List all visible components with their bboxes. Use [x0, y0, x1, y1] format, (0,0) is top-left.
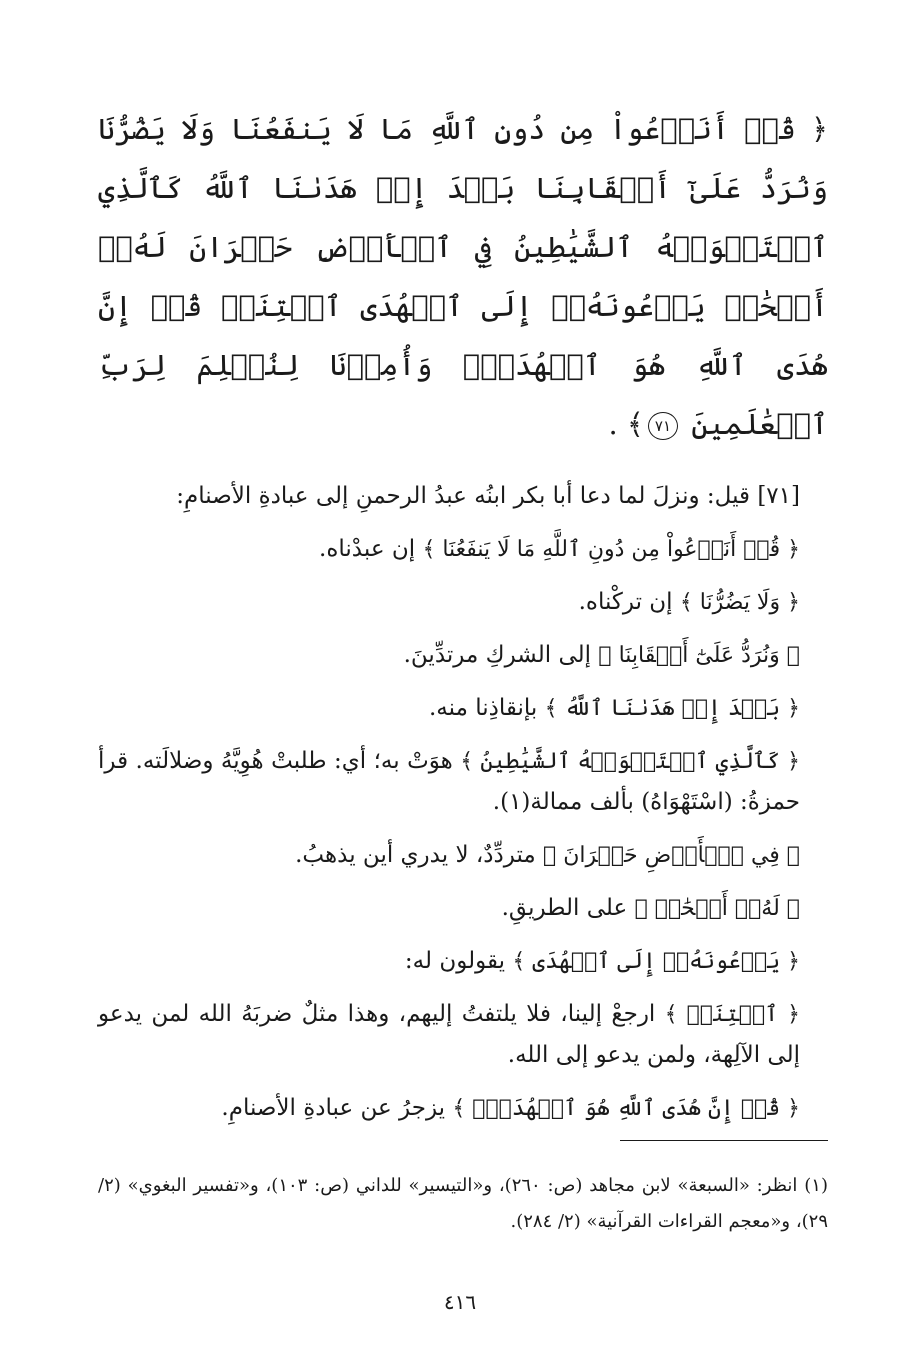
- commentary-paragraph: [98, 941, 828, 982]
- commentary-text: ارجعْ إلينا، فلا يلتفتُ إليهم، وهذا مثلٌ ضربَهُ الله لمن يدعو إلى الآلِهة، ولمن يدعو إلى الله.: [98, 1001, 800, 1068]
- commentary-paragraph: [98, 635, 828, 676]
- quran-quote: ﴿ وَلَا يَضُرُّنَا ﴾: [679, 590, 800, 615]
- quran-quote: ﴿ قُلۡ أَنَدۡعُواْ مِن دُونِ ٱللَّهِ مَا لَا يَنفَعُنَا ﴾: [422, 537, 800, 562]
- quran-verse: [98, 100, 828, 454]
- commentary-text: إلى الشركِ مرتدِّينَ.: [403, 642, 599, 668]
- quran-quote: ﴿ فِي ٱلۡأَرۡضِ حَيۡرَانَ ﴾: [543, 843, 800, 868]
- commentary-text: إن تركْناه.: [578, 589, 680, 615]
- commentary-paragraph: [98, 994, 828, 1076]
- commentary-text: يقولون له:: [404, 948, 513, 974]
- quran-quote: ﴿ بَعۡدَ إِذۡ هَدَىٰنَا ٱللَّهُ ﴾: [544, 696, 800, 721]
- quran-quote: ﴿ وَنُرَدُّ عَلَىٰٓ أَعۡقَابِنَا ﴾: [598, 643, 800, 668]
- verse-number-marker: ٧١: [648, 412, 678, 440]
- quran-quote: ﴿ كَٱلَّذِي ٱسۡتَهۡوَتۡهُ ٱلشَّيَٰطِينُ ﴾: [460, 749, 800, 774]
- page-body: [98, 100, 828, 1141]
- commentary-text: بإنقاذِنا منه.: [429, 695, 545, 721]
- commentary-paragraph: [98, 476, 828, 517]
- quran-quote: ﴿ قُلۡ إِنَّ هُدَى ٱللَّهِ هُوَ ٱلۡهُدَىٰۖ ﴾: [452, 1096, 800, 1121]
- commentary-paragraph: [98, 688, 828, 729]
- page-number: ٤١٦: [443, 1290, 477, 1314]
- commentary-text: متردِّدٌ، لا يدري أين يذهبُ.: [295, 842, 544, 868]
- commentary-paragraph: [98, 741, 828, 823]
- footnote: (١) انظر: «السبعة» لابن مجاهد (ص: ٢٦٠)، و«التيسير» للداني (ص: ١٠٣)، و«تفسير البغوي» (٢/ ٢٩)، و«معجم القراءات القرآنية» (٢/ ٢٨٤).: [98, 1175, 828, 1232]
- commentary-text: إن عبدْناه.: [319, 536, 423, 562]
- commentary-text: يزجرُ عن عبادةِ الأصنامِ.: [221, 1095, 453, 1121]
- quran-quote: ﴿ ٱئۡتِنَاۗ ﴾: [664, 1002, 801, 1027]
- verse-end: ﴾ .: [608, 407, 644, 441]
- commentary-paragraph: [98, 1088, 828, 1129]
- commentary-text: [٧١] قيل: ونزلَ لما دعا أبا بكر ابنُه عبدُ الرحمنِ إلى عبادةِ الأصنامِ:: [176, 483, 800, 509]
- quran-quote: ﴿ لَهُۥٓ أَصۡحَٰبٞ ﴾: [634, 896, 800, 921]
- commentary-paragraph: [98, 835, 828, 876]
- commentary-paragraph: [98, 529, 828, 570]
- commentary-paragraph: [98, 582, 828, 623]
- quran-quote: ﴿ يَدۡعُونَهُۥٓ إِلَى ٱلۡهُدَى ﴾: [512, 949, 800, 974]
- verse-text: ﴿ قُلۡ أَنَدۡعُواْ مِن دُونِ ٱللَّهِ مَا لَا يَنفَعُنَا وَلَا يَضُرُّنَا وَنُرَدُّ عَلَىٰٓ أَعۡقَابِنَا بَعۡدَ إِذۡ هَدَىٰنَا ٱللَّهُ كَٱلَّذِي ٱسۡتَهۡوَتۡهُ ٱلشَّيَٰطِينُ فِي ٱلۡأَرۡضِ حَيۡرَانَ لَهُۥٓ أَصۡحَٰبٞ يَدۡعُونَهُۥٓ إِلَى ٱلۡهُدَى ٱئۡتِنَاۗ قُلۡ إِنَّ هُدَى ٱللَّهِ هُوَ ٱلۡهُدَىٰۖ وَأُمِرۡنَا لِنُسۡلِمَ لِرَبِّ ٱلۡعَٰلَمِينَ: [98, 112, 828, 441]
- commentary-section: [98, 476, 828, 1129]
- commentary-paragraph: [98, 888, 828, 929]
- footnote-divider: [620, 1140, 828, 1141]
- commentary-text: على الطريقِ.: [501, 895, 635, 921]
- commentary-text: هوَتْ به؛ أي: طلبتْ هُوِيَّهُ وضلالَته. قرأ حمزةُ: (اسْتَهْوَاهُ) بألف ممالة(١).: [98, 748, 800, 815]
